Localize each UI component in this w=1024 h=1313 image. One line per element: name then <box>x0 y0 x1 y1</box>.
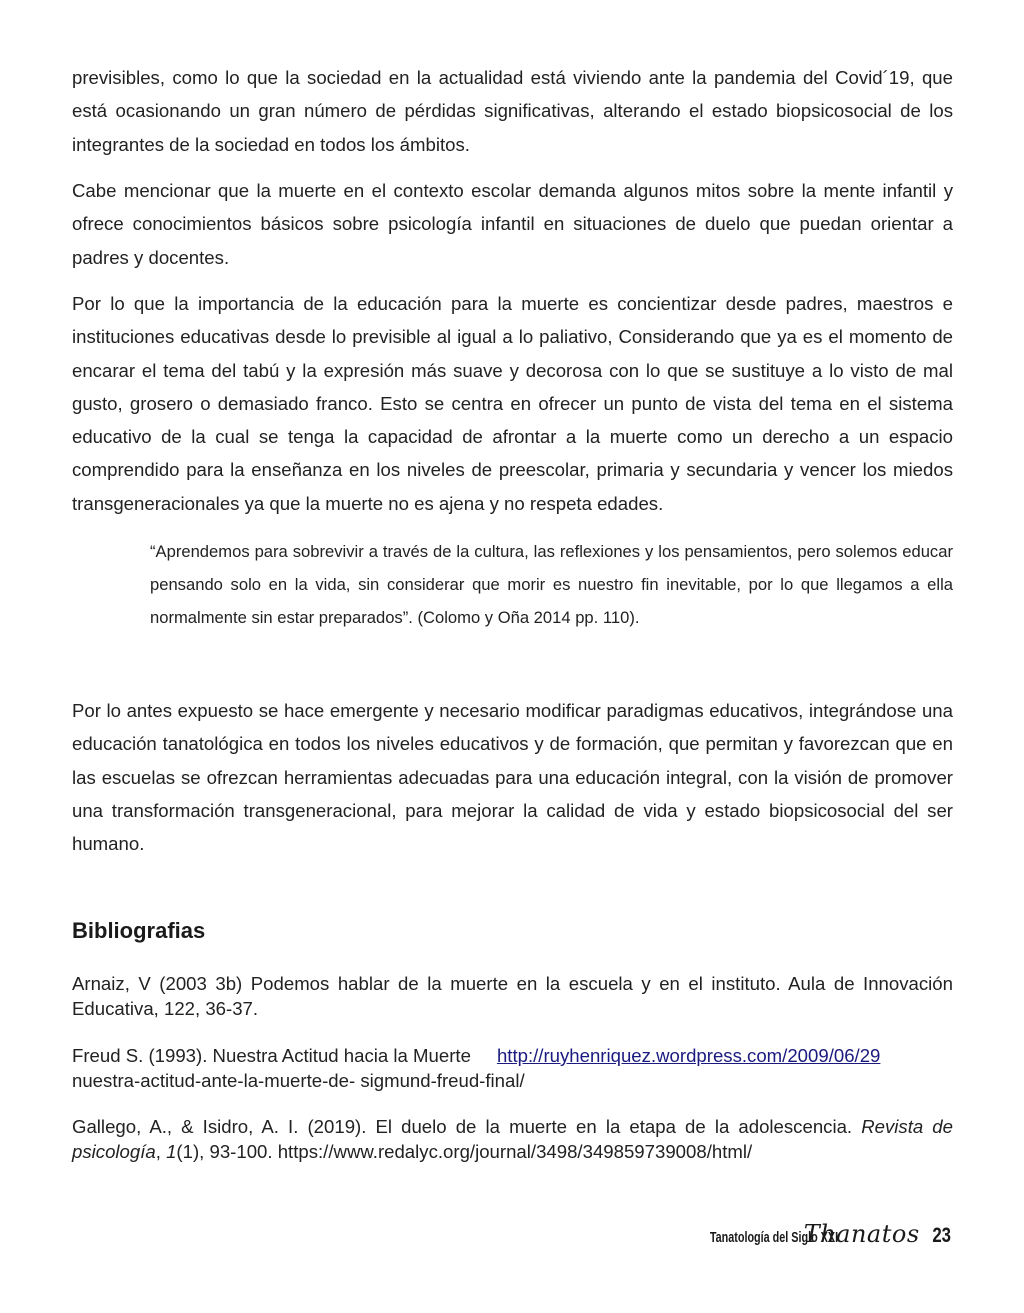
paragraph-4-text: Por lo antes expuesto se hace emergente y necesario modificar paradigmas educativos, integrándose una educación tanatológica en todos los niveles educativos y de formación, que permitan y favorezcan que en las escuelas se ofrezcan herramientas adecuadas para una educación integral, con la visión de promover una transformación transgeneracional, para mejorar la calidad de vida y estado biopsicosocial del ser humano. <box>72 700 953 855</box>
reference-2-continuation: nuestra-actitud-ante-la-muerte-de- sigmund-freud-final/ <box>72 1070 525 1091</box>
reference-3-sep: , <box>155 1141 167 1162</box>
reference-3 <box>72 1114 953 1164</box>
reference-3-authors-title: Gallego, A., & Isidro, A. I. (2019). El duelo de la muerte en la etapa de la adolescencia. <box>72 1116 862 1137</box>
paragraph-1 <box>72 61 953 161</box>
block-quote <box>150 535 953 634</box>
paragraph-4 <box>72 694 953 860</box>
reference-3-journal: Revista de psicología <box>72 1116 953 1162</box>
paragraph-2 <box>72 174 953 274</box>
block-quote-text: “Aprendemos para sobrevivir a través de la cultura, las reflexiones y los pensamientos, pero solemos educar pensando solo en la vida, sin considerar que morir es nuestro fin inevitable, por lo que llegamos a ella normalmente sin estar preparados”. (Colomo y Oña 2014 pp. 110). <box>150 542 953 627</box>
reference-3-pages-url: (1), 93-100. https://www.redalyc.org/journal/3498/349859739008/html/ <box>176 1141 753 1162</box>
reference-1 <box>72 971 953 1021</box>
reference-2 <box>72 1043 953 1093</box>
footer-series-title: Tanatología del Siglo XXI <box>709 1229 838 1246</box>
footer-brand: Thanatos <box>803 1220 920 1248</box>
reference-1-text: Arnaiz, V (2003 3b) Podemos hablar de la muerte en la escuela y en el instituto. Aula de Innovación Educativa, 122, 36-37. <box>72 973 953 1019</box>
page-footer <box>660 1220 953 1248</box>
paragraph-3-text: Por lo que la importancia de la educación para la muerte es concientizar desde padres, maestros e instituciones educativas desde lo previsible al igual a lo paliativo, Considerando que ya es el momento de encarar el tema del tabú y la expresión más suave y decorosa con lo que se sustituye a lo visto de mal gusto, grosero o demasiado franco. Esto se centra en ofrecer un punto de vista del tema en el sistema educativo de la cual se tenga la capacidad de afrontar a la muerte como un derecho a un espacio comprendido para la enseñanza en los niveles de preescolar, primaria y secundaria y vencer los miedos transgeneracionales ya que la muerte no es ajena y no respeta edades. <box>72 293 953 514</box>
reference-2-link[interactable]: http://ruyhenriquez.wordpress.com/2009/06/29 <box>496 1045 881 1066</box>
page-number: 23 <box>931 1224 951 1247</box>
bibliography-heading: Bibliografias <box>72 918 206 943</box>
reference-3-volume: 1 <box>166 1141 177 1162</box>
paragraph-1-text: previsibles, como lo que la sociedad en la actualidad está viviendo ante la pandemia del Covid´19, que está ocasionando un gran número de pérdidas significativas, alterando el estado biopsicosocial de los integrantes de la sociedad en todos los ámbitos. <box>72 67 953 155</box>
reference-2-text: Freud S. (1993). Nuestra Actitud hacia la Muerte <box>72 1045 471 1066</box>
paragraph-2-text: Cabe mencionar que la muerte en el contexto escolar demanda algunos mitos sobre la mente infantil y ofrece conocimientos básicos sobre psicología infantil en situaciones de duelo que puedan orientar a padres y docentes. <box>72 180 953 268</box>
paragraph-3 <box>72 287 953 520</box>
